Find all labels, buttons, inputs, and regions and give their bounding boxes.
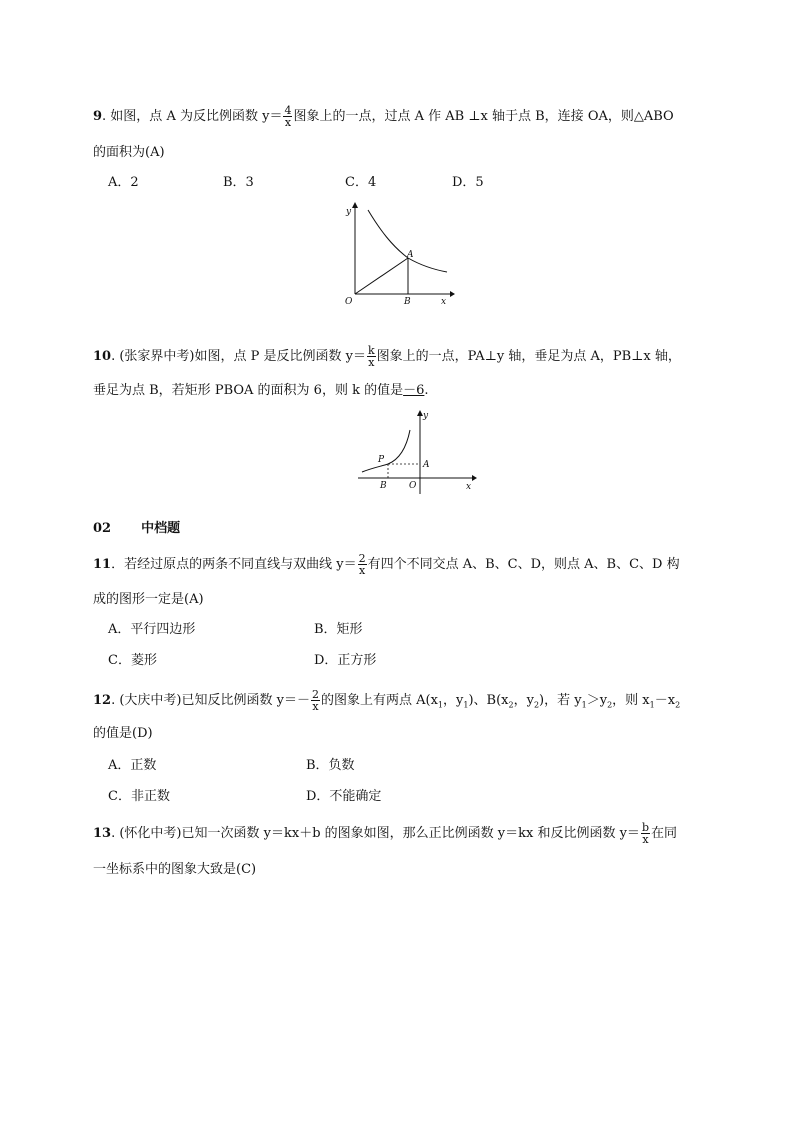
- q11-option-b: B．矩形: [314, 622, 363, 637]
- q10-line-1: [93, 345, 681, 368]
- section-title: 中档题: [141, 521, 181, 536]
- q11-text-a: ．若经过原点的两条不同直线与双曲线 y＝: [111, 557, 357, 572]
- q10-fig-label-x: x: [466, 482, 472, 492]
- section-header: [93, 517, 180, 536]
- q13-text-a: . (怀化中考)已知一次函数 y＝kx＋b 的图象如图，那么正比例函数 y＝kx 和反比例函数 y＝: [111, 826, 640, 841]
- q10-fig-label-b: B: [380, 481, 387, 491]
- q12-text-b: 的图象上有两点 A(x: [320, 693, 438, 708]
- q11-option-c: C．菱形: [108, 653, 157, 668]
- q12-option-d: D．不能确定: [306, 789, 382, 804]
- q12-option-b: B．负数: [306, 758, 355, 773]
- q12-number: 12: [93, 693, 112, 708]
- q9-fraction: $\frac{4}{x}$: [284, 104, 292, 129]
- q9-line-2: 的面积为(A): [93, 145, 165, 160]
- q13-fraction: $\frac{b}{x}$: [641, 821, 649, 846]
- q11-line-2: 成的图形一定是(A): [93, 592, 204, 607]
- q10-end: .: [424, 383, 429, 398]
- q9-option-d: D．5: [452, 175, 484, 190]
- q12-option-c: C．非正数: [108, 789, 170, 804]
- q9-line-1: [93, 105, 674, 128]
- q9-text-b: 图象上的一点，过点 A 作 AB ⊥x 轴于点 B，连接 OA，则△ABO: [293, 109, 674, 124]
- q10-fig-label-y: y: [423, 411, 429, 421]
- q11-number: 11: [93, 557, 112, 572]
- q12-text-a: . (大庆中考)已知反比例函数 y＝－: [111, 693, 310, 708]
- q9-option-b: B．3: [223, 175, 254, 190]
- q10-text-b: 图象上的一点，PA⊥y 轴，垂足为点 A，PB⊥x 轴，: [376, 349, 681, 364]
- q10-line-2: [93, 381, 429, 401]
- q13-line-1: [93, 822, 677, 845]
- q9-option-a: A．2: [108, 175, 139, 190]
- q10-fig-label-o: O: [409, 481, 417, 491]
- q13-line-2: 一坐标系中的图象大致是(C): [93, 862, 257, 877]
- q10-fraction: $\frac{k}{x}$: [368, 344, 375, 369]
- q11-line-1: [93, 553, 680, 576]
- q10-figure: [352, 404, 482, 496]
- q9-text-a: . 如图，点 A 为反比例函数 y＝: [102, 109, 283, 124]
- q12-line-2: 的值是(D): [93, 726, 153, 741]
- q9-number: 9: [93, 109, 103, 124]
- q11-text-b: 有四个不同交点 A、B、C、D，则点 A、B、C、D 构: [367, 557, 680, 572]
- q13-number: 13: [93, 826, 112, 841]
- q10-fig-label-a: A: [423, 460, 430, 470]
- q9-fig-label-o: O: [345, 297, 353, 304]
- q9-fig-label-y: y: [346, 207, 352, 217]
- q10-answer: －6: [403, 383, 425, 398]
- q11-fraction: $\frac{2}{x}$: [358, 552, 366, 577]
- section-number: 02: [93, 521, 112, 536]
- q10-fig-label-p: P: [378, 455, 385, 465]
- q13-text-b: 在同: [650, 826, 677, 841]
- q9-figure: [340, 198, 460, 304]
- q11-option-a: A．平行四边形: [108, 622, 196, 637]
- q10-number: 10: [93, 349, 112, 364]
- q12-fraction: $\frac{2}{x}$: [311, 688, 319, 713]
- q11-option-d: D．正方形: [314, 653, 377, 668]
- q12-line-1: 12. (大庆中考)已知反比例函数 y＝－ $\frac{2}{x}$ 的图象上有两点 $A(x_1$，$y_1$)、$B(x_2$，$y_2$)，若 $y_1>y_2$，则 $x_1-x_2$: [93, 688, 681, 713]
- q12-option-a: A．正数: [108, 758, 157, 773]
- q9-option-c: C．4: [345, 175, 377, 190]
- q10-text-c: 垂足为点 B，若矩形 PBOA 的面积为 6，则 k 的值是: [93, 383, 404, 398]
- q9-fig-label-a: A: [407, 250, 414, 260]
- q10-text-a: . (张家界中考)如图，点 P 是反比例函数 y＝: [111, 349, 366, 364]
- q9-fig-label-b: B: [404, 297, 411, 304]
- q9-fig-label-x: x: [441, 297, 447, 304]
